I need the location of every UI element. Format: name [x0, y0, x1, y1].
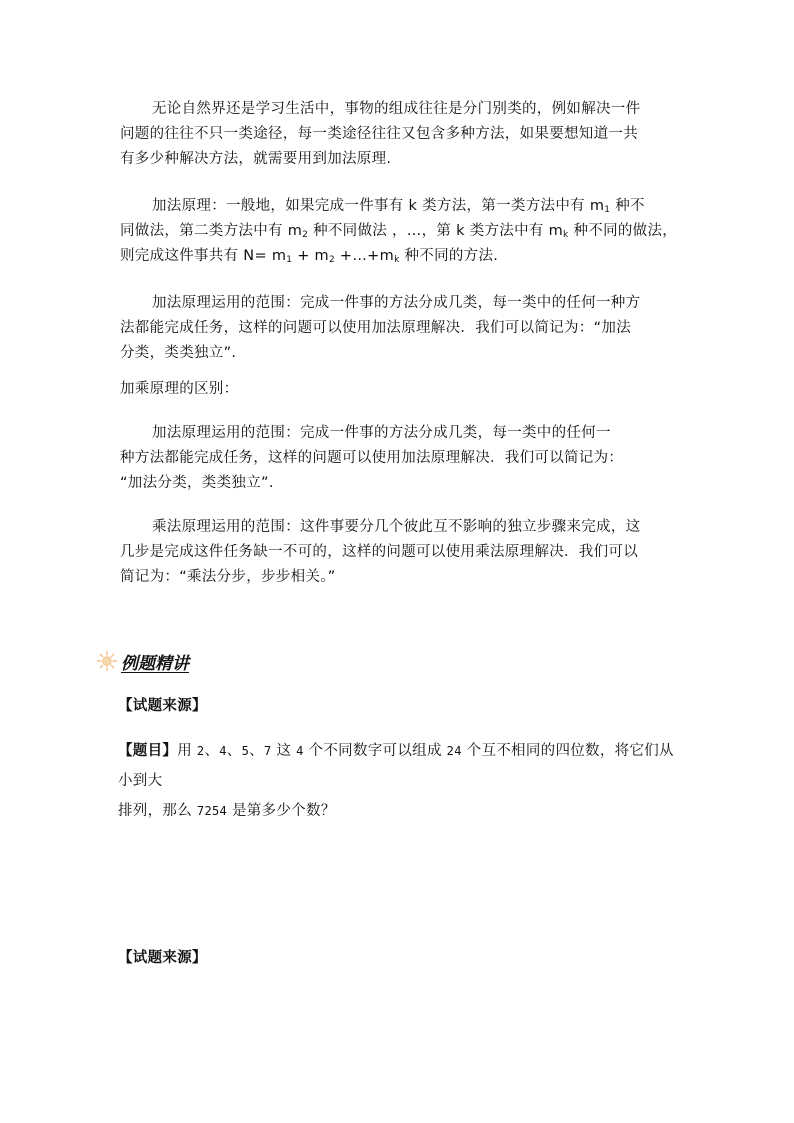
subscript: k: [563, 230, 569, 240]
text-segment: + m: [292, 248, 329, 264]
difference-addition-line: 加法原理运用的范围：完成一件事的方法分成几类，每一类中的任何一: [152, 425, 611, 441]
question-text: 是第多少个数？: [227, 803, 336, 819]
intro-line: 有多少种解决方法，就需要用到加法原理.: [120, 151, 392, 167]
question-text: 用: [177, 743, 197, 759]
text-segment: 种不同做法 ，…，第 k 类方法中有 m: [308, 223, 564, 239]
source-label: 【试题来源】: [118, 950, 207, 966]
question-number: 5: [241, 744, 250, 758]
section-title: 例题精讲: [121, 653, 189, 674]
intro-line: 问题的往往不只一类途径，每一类途径往往又包含多种方法，如果要想知道一共: [120, 126, 638, 142]
source-label: 【试题来源】: [118, 698, 207, 714]
addition-scope-line: 加法原理运用的范围：完成一件事的方法分成几类，每一类中的任何一种方: [152, 295, 641, 311]
question-number: 4: [296, 744, 304, 758]
subscript: k: [394, 255, 400, 265]
text-segment: 种不同的做法，: [568, 223, 678, 239]
question-number: 4: [219, 744, 227, 758]
difference-multiplication-paragraph: [120, 515, 676, 590]
difference-multiplication-line: 乘法原理运用的范围：这件事要分几个彼此互不影响的独立步骤来完成，这: [152, 519, 641, 535]
difference-heading-text: 加乘原理的区别：: [120, 381, 239, 397]
addition-principle-paragraph: [120, 194, 676, 269]
intro-paragraph: [120, 97, 676, 172]
addition-principle-line-3: [120, 244, 676, 269]
question-text: 个不同数字可以组成: [303, 743, 447, 759]
addition-scope-line: 分类，类类独立”.: [120, 345, 237, 361]
text-segment: +…+m: [335, 248, 395, 264]
question-number: 24: [446, 744, 462, 758]
text-segment: 种不同的方法.: [399, 248, 499, 264]
subscript: 1: [604, 205, 611, 215]
question-text: 、: [226, 743, 242, 759]
text-segment: 加法原理：一般地，如果完成一件事有 k 类方法，第一类方法中有 m: [152, 198, 605, 214]
question-text: 这: [271, 743, 297, 759]
addition-principle-line-2: [120, 219, 676, 244]
question-number: 7254: [196, 804, 228, 818]
subscript: 2: [328, 255, 336, 265]
text-segment: 则完成这件事共有 N= m: [120, 248, 287, 264]
subscript: 1: [286, 255, 293, 265]
question-number: 2: [196, 744, 205, 758]
subscript: 2: [302, 230, 309, 240]
difference-addition-paragraph: [120, 421, 676, 496]
text-segment: 种不: [610, 198, 645, 214]
section-heading: [96, 648, 189, 674]
question-text: 、: [204, 743, 220, 759]
difference-addition-line: 种方法都能完成任务，这样的问题可以使用加法原理解决．我们可以简记为：: [120, 450, 624, 466]
addition-scope-paragraph: [120, 291, 676, 366]
difference-multiplication-line: 简记为：“乘法分步，步步相关。”: [120, 569, 336, 585]
text-segment: 同做法，第二类方法中有 m: [120, 223, 303, 239]
addition-principle-line-1: [120, 194, 676, 219]
intro-line: 无论自然界还是学习生活中，事物的组成往往是分门别类的，例如解决一件: [152, 101, 641, 117]
question-number: 7: [263, 744, 272, 758]
difference-multiplication-line: 几步是完成这件任务缺一不可的，这样的问题可以使用乘法原理解决．我们可以: [120, 544, 638, 560]
question-text: 、: [249, 743, 264, 759]
addition-scope-line: 法都能完成任务，这样的问题可以使用加法原理解决．我们可以简记为：“加法: [120, 320, 632, 336]
question-block: [118, 736, 678, 826]
question-label: 【题目】: [118, 743, 178, 759]
question-text: 排列，那么: [118, 803, 197, 819]
difference-heading: [120, 377, 676, 402]
sun-icon: [96, 650, 118, 672]
difference-addition-line: “加法分类，类类独立”.: [120, 475, 274, 491]
question-text: 个互不相同的四位数，将它们从小到大: [118, 743, 674, 789]
